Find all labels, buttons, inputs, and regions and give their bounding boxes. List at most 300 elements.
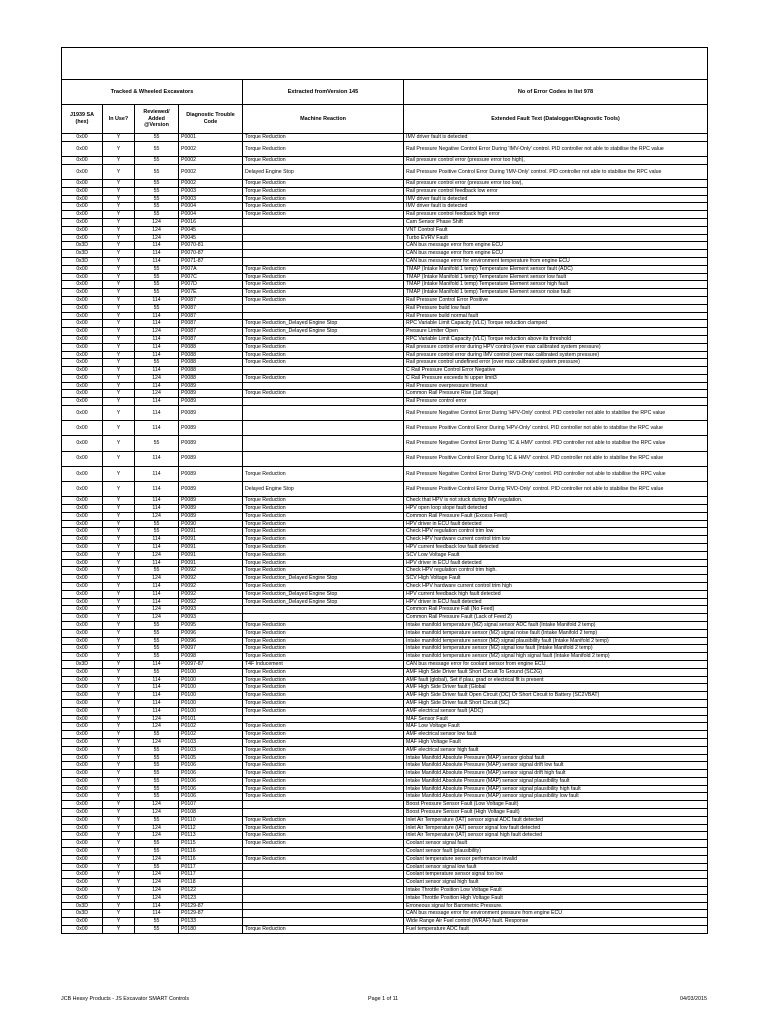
cell-in-use: Y (103, 762, 135, 770)
cell-in-use: Y (103, 390, 135, 398)
table-row (62, 684, 708, 692)
cell-machine-reaction: Torque Reduction (243, 855, 404, 863)
table-row (62, 731, 708, 739)
cell-machine-reaction (243, 918, 404, 926)
cell-dtc: P0045 (179, 226, 243, 234)
cell-version: 114 (135, 482, 179, 497)
cell-in-use: Y (103, 543, 135, 551)
cell-machine-reaction: Torque Reduction (243, 187, 404, 195)
cell-machine-reaction (243, 312, 404, 320)
cell-fault-text: Wide Range Air Fuel control (WRAF) fault. Response (404, 918, 708, 926)
table-row (62, 289, 708, 297)
cell-sa: 0x3D (62, 242, 103, 250)
table-row (62, 436, 708, 451)
cell-dtc: P0098 (179, 653, 243, 661)
table-row (62, 497, 708, 505)
cell-machine-reaction (243, 398, 404, 406)
cell-machine-reaction: Torque Reduction (243, 567, 404, 575)
cell-sa: 0x3D (62, 257, 103, 265)
cell-machine-reaction: Torque Reduction (243, 629, 404, 637)
cell-dtc: P0106 (179, 785, 243, 793)
cell-in-use: Y (103, 918, 135, 926)
cell-in-use: Y (103, 211, 135, 219)
cell-fault-text: Intake Manifold Absolute Pressure (MAP) sensor signal plausibility low fault (404, 793, 708, 801)
cell-machine-reaction: Torque Reduction (243, 296, 404, 304)
cell-fault-text: AMF electrical sensor fault (ADC) (404, 707, 708, 715)
table-row (62, 211, 708, 219)
cell-version: 55 (135, 304, 179, 312)
cell-machine-reaction: Torque Reduction (243, 926, 404, 934)
cell-sa: 0x00 (62, 754, 103, 762)
cell-machine-reaction: Torque Reduction (243, 203, 404, 211)
cell-in-use: Y (103, 863, 135, 871)
col-header-machine-reaction: Machine Reaction (243, 105, 404, 134)
cell-sa: 0x3D (62, 902, 103, 910)
cell-fault-text: Common Rail Pressure Fault (Excess Feed) (404, 512, 708, 520)
cell-dtc: P007A (179, 265, 243, 273)
cell-machine-reaction: Torque Reduction (243, 731, 404, 739)
cell-version: 114 (135, 684, 179, 692)
cell-machine-reaction: Torque Reduction_Delayed Engine Stop (243, 598, 404, 606)
cell-sa: 0x00 (62, 676, 103, 684)
cell-in-use: Y (103, 668, 135, 676)
cell-machine-reaction: Torque Reduction (243, 141, 404, 156)
cell-dtc: P0002 (179, 156, 243, 164)
cell-sa: 0x00 (62, 551, 103, 559)
cell-version: 124 (135, 887, 179, 895)
cell-fault-text: Rail pressure control error during HPV control (over max calibrated system pressure) (404, 343, 708, 351)
cell-in-use: Y (103, 497, 135, 505)
cell-machine-reaction: Torque Reduction (243, 645, 404, 653)
cell-machine-reaction: Torque Reduction (243, 466, 404, 481)
cell-version: 55 (135, 754, 179, 762)
cell-fault-text: HPV current feedback high fault detected (404, 590, 708, 598)
cell-sa: 0x00 (62, 855, 103, 863)
table-row (62, 482, 708, 497)
cell-fault-text: Intake Manifold Absolute Pressure (MAP) sensor signal plausibility fault (404, 777, 708, 785)
cell-fault-text: Rail Pressure build low fault (404, 304, 708, 312)
cell-fault-text: Coolant sensor signal fault (404, 840, 708, 848)
cell-fault-text: HPV current feedback low fault detected (404, 543, 708, 551)
table-row (62, 668, 708, 676)
table-row (62, 520, 708, 528)
table-row (62, 505, 708, 513)
cell-machine-reaction: Torque Reduction (243, 653, 404, 661)
cell-dtc: P0092 (179, 598, 243, 606)
cell-dtc: P0091 (179, 551, 243, 559)
cell-fault-text: IMV driver fault is detected (404, 203, 708, 211)
cell-fault-text: Check HPV regulation control trim high. (404, 567, 708, 575)
table-row (62, 343, 708, 351)
cell-fault-text: Intake manifold temperature sensor (M2) signal noise fault (Intake Manifold 2 temp) (404, 629, 708, 637)
cell-fault-text: CAN bus message error for environment pressure from engine ECU (404, 910, 708, 918)
cell-dtc: P0118 (179, 879, 243, 887)
cell-dtc: P0089 (179, 505, 243, 513)
cell-in-use: Y (103, 141, 135, 156)
cell-in-use: Y (103, 575, 135, 583)
cell-version: 55 (135, 273, 179, 281)
cell-machine-reaction: Torque Reduction (243, 211, 404, 219)
cell-dtc: P0002 (179, 164, 243, 179)
cell-fault-text: Intake Throttle Position High Voltage Fault (404, 894, 708, 902)
title-left: Tracked & Wheeled Excavators (62, 80, 243, 105)
cell-machine-reaction (243, 218, 404, 226)
footer-page-number: Page 1 of 11 (368, 996, 399, 1002)
cell-machine-reaction (243, 250, 404, 258)
cell-sa: 0x00 (62, 505, 103, 513)
cell-dtc: P0091 (179, 536, 243, 544)
cell-machine-reaction: Torque Reduction (243, 289, 404, 297)
cell-sa: 0x00 (62, 668, 103, 676)
cell-sa: 0x00 (62, 520, 103, 528)
cell-sa: 0x00 (62, 179, 103, 187)
cell-machine-reaction: Torque Reduction (243, 536, 404, 544)
cell-version: 124 (135, 809, 179, 817)
cell-machine-reaction: Torque Reduction (243, 621, 404, 629)
cell-machine-reaction: Torque Reduction (243, 520, 404, 528)
cell-sa: 0x00 (62, 637, 103, 645)
table-row (62, 606, 708, 614)
cell-version: 114 (135, 382, 179, 390)
cell-in-use: Y (103, 289, 135, 297)
cell-dtc: P0092 (179, 590, 243, 598)
cell-machine-reaction: Torque Reduction (243, 559, 404, 567)
cell-dtc: P0093 (179, 614, 243, 622)
cell-in-use: Y (103, 684, 135, 692)
cell-sa: 0x00 (62, 141, 103, 156)
cell-sa: 0x00 (62, 512, 103, 520)
col-header-in-use: In Use? (103, 105, 135, 134)
cell-machine-reaction: Torque Reduction (243, 551, 404, 559)
cell-sa: 0x00 (62, 785, 103, 793)
cell-version: 114 (135, 902, 179, 910)
cell-version: 114 (135, 676, 179, 684)
cell-machine-reaction: Torque Reduction (243, 505, 404, 513)
cell-machine-reaction: Torque Reduction (243, 374, 404, 382)
cell-fault-text: Erroneous signal for Barometric Pressure. (404, 902, 708, 910)
cell-sa: 0x00 (62, 203, 103, 211)
cell-version: 114 (135, 367, 179, 375)
cell-machine-reaction: Delayed Engine Stop (243, 164, 404, 179)
cell-in-use: Y (103, 257, 135, 265)
table-row (62, 226, 708, 234)
cell-machine-reaction: Torque Reduction (243, 543, 404, 551)
cell-sa: 0x00 (62, 567, 103, 575)
cell-fault-text: Check HPV regulation control trim low (404, 528, 708, 536)
table-row (62, 359, 708, 367)
cell-machine-reaction: Torque Reduction (243, 134, 404, 142)
cell-in-use: Y (103, 436, 135, 451)
cell-machine-reaction: Torque Reduction (243, 351, 404, 359)
cell-fault-text: HPV driver in ECU fault detected (404, 559, 708, 567)
cell-in-use: Y (103, 320, 135, 328)
cell-dtc: P0087 (179, 296, 243, 304)
cell-machine-reaction (243, 887, 404, 895)
cell-in-use: Y (103, 482, 135, 497)
cell-dtc: P0089 (179, 436, 243, 451)
table-row (62, 777, 708, 785)
col-header-fault-text: Extended Fault Text (Datalogger/Diagnostic Tools) (404, 105, 708, 134)
cell-in-use: Y (103, 676, 135, 684)
table-row (62, 754, 708, 762)
cell-sa: 0x00 (62, 738, 103, 746)
cell-in-use: Y (103, 692, 135, 700)
cell-sa: 0x00 (62, 382, 103, 390)
cell-fault-text: MAF Sensor Fault (404, 715, 708, 723)
cell-sa: 0x00 (62, 848, 103, 856)
cell-version: 114 (135, 296, 179, 304)
cell-in-use: Y (103, 551, 135, 559)
cell-version: 124 (135, 390, 179, 398)
table-row (62, 793, 708, 801)
cell-machine-reaction: Torque Reduction_Delayed Engine Stop (243, 575, 404, 583)
cell-dtc: P0133 (179, 918, 243, 926)
cell-in-use: Y (103, 887, 135, 895)
column-header-row (62, 105, 708, 134)
cell-fault-text: HPV open loop slope fault detected (404, 505, 708, 513)
cell-machine-reaction (243, 902, 404, 910)
title-mid: Extracted fromVersion 145 (243, 80, 404, 105)
cell-machine-reaction: Torque Reduction (243, 265, 404, 273)
cell-fault-text: TMAP (Intake Manifold 1 temp) Temperature Element sensor low fault (404, 273, 708, 281)
cell-fault-text: Intake Manifold Absolute Pressure (MAP) sensor signal plausibility high fault (404, 785, 708, 793)
cell-sa: 0x00 (62, 832, 103, 840)
cell-fault-text: SCV Low Voltage Fault (404, 551, 708, 559)
table-row (62, 234, 708, 242)
cell-in-use: Y (103, 801, 135, 809)
cell-sa: 0x00 (62, 421, 103, 436)
cell-version: 55 (135, 731, 179, 739)
cell-dtc: P0106 (179, 770, 243, 778)
table-row (62, 692, 708, 700)
cell-in-use: Y (103, 723, 135, 731)
cell-fault-text: Rail pressure control error (pressure error too high), (404, 156, 708, 164)
cell-dtc: P0089 (179, 398, 243, 406)
cell-version: 124 (135, 723, 179, 731)
cell-fault-text: CAN bus message error for environment temperature from engine ECU (404, 257, 708, 265)
table-row (62, 567, 708, 575)
cell-fault-text: Rail Pressure Negative Control Error During 'IC & HMV' control. PID controller not able to stabilise the RPC value (404, 436, 708, 451)
cell-in-use: Y (103, 590, 135, 598)
cell-in-use: Y (103, 328, 135, 336)
cell-in-use: Y (103, 637, 135, 645)
cell-dtc: P0180 (179, 926, 243, 934)
cell-in-use: Y (103, 406, 135, 421)
cell-fault-text: RPC Variable Limit Capacity (VLC) Torque reduction clamped (404, 320, 708, 328)
cell-sa: 0x00 (62, 621, 103, 629)
cell-fault-text: Rail Pressure Positive Control Error During 'HPV-Only' control. PID controller not able to stabilise the RPC value (404, 421, 708, 436)
cell-dtc: P0070-81 (179, 242, 243, 250)
cell-in-use: Y (103, 343, 135, 351)
cell-fault-text: Boost Pressure Sensor Fault (High Voltage Fault) (404, 809, 708, 817)
cell-machine-reaction: Torque Reduction_Delayed Engine Stop (243, 328, 404, 336)
cell-version: 124 (135, 832, 179, 840)
cell-machine-reaction (243, 809, 404, 817)
cell-sa: 0x00 (62, 777, 103, 785)
table-row (62, 660, 708, 668)
cell-sa: 0x00 (62, 614, 103, 622)
cell-dtc: P0100 (179, 676, 243, 684)
cell-in-use: Y (103, 902, 135, 910)
cell-in-use: Y (103, 296, 135, 304)
cell-fault-text: AMF High Side Driver fault Open Circuit (OC) Or Short Circuit to Battery (SC2VBAT) (404, 692, 708, 700)
cell-in-use: Y (103, 840, 135, 848)
cell-fault-text: Rail pressure control undefined error (over max calibrated system pressure) (404, 359, 708, 367)
cell-sa: 0x00 (62, 926, 103, 934)
table-row (62, 738, 708, 746)
cell-dtc: P0108 (179, 809, 243, 817)
cell-fault-text: Common Rail Pressure Fall (No Feed) (404, 606, 708, 614)
cell-sa: 0x00 (62, 863, 103, 871)
cell-machine-reaction (243, 910, 404, 918)
cell-fault-text: IMV driver fault is detected (404, 195, 708, 203)
cell-dtc: P0106 (179, 777, 243, 785)
table-row (62, 894, 708, 902)
cell-sa: 0x00 (62, 723, 103, 731)
cell-dtc: P0106 (179, 793, 243, 801)
cell-sa: 0x00 (62, 606, 103, 614)
cell-dtc: P0117 (179, 871, 243, 879)
cell-machine-reaction (243, 606, 404, 614)
cell-dtc: P0097-87 (179, 660, 243, 668)
cell-in-use: Y (103, 250, 135, 258)
cell-version: 124 (135, 606, 179, 614)
cell-machine-reaction: Torque Reduction (243, 359, 404, 367)
cell-dtc: P0087 (179, 304, 243, 312)
table-row (62, 187, 708, 195)
cell-in-use: Y (103, 707, 135, 715)
cell-fault-text: Intake manifold temperature sensor (M2) signal plausibility fault (Intake Manifold 2 temp) (404, 637, 708, 645)
cell-machine-reaction: Torque Reduction (243, 793, 404, 801)
cell-in-use: Y (103, 606, 135, 614)
cell-sa: 0x00 (62, 265, 103, 273)
cell-in-use: Y (103, 335, 135, 343)
cell-machine-reaction: Torque Reduction (243, 273, 404, 281)
cell-version: 114 (135, 451, 179, 466)
cell-sa: 0x3D (62, 660, 103, 668)
cell-machine-reaction (243, 879, 404, 887)
cell-machine-reaction: Torque Reduction (243, 528, 404, 536)
cell-dtc: P0096 (179, 637, 243, 645)
cell-dtc: P0106 (179, 762, 243, 770)
cell-machine-reaction (243, 367, 404, 375)
cell-version: 114 (135, 320, 179, 328)
table-row (62, 645, 708, 653)
cell-dtc: P0002 (179, 141, 243, 156)
table-row (62, 536, 708, 544)
cell-version: 114 (135, 497, 179, 505)
cell-version: 55 (135, 567, 179, 575)
cell-in-use: Y (103, 421, 135, 436)
cell-sa: 0x00 (62, 684, 103, 692)
table-row (62, 203, 708, 211)
cell-dtc: P0089 (179, 512, 243, 520)
blank-header-row (62, 48, 708, 80)
cell-version: 124 (135, 374, 179, 382)
cell-version: 114 (135, 536, 179, 544)
cell-dtc: P0091 (179, 528, 243, 536)
table-row (62, 809, 708, 817)
table-row (62, 746, 708, 754)
cell-sa: 0x00 (62, 328, 103, 336)
cell-version: 114 (135, 692, 179, 700)
cell-version: 114 (135, 250, 179, 258)
cell-dtc: P0003 (179, 187, 243, 195)
table-row (62, 466, 708, 481)
cell-version: 55 (135, 195, 179, 203)
cell-version: 114 (135, 466, 179, 481)
cell-machine-reaction (243, 863, 404, 871)
cell-in-use: Y (103, 816, 135, 824)
cell-in-use: Y (103, 265, 135, 273)
cell-version: 55 (135, 528, 179, 536)
footer-date: 04/03/2015 (680, 996, 707, 1002)
cell-dtc: P0045 (179, 234, 243, 242)
cell-sa: 0x00 (62, 164, 103, 179)
cell-sa: 0x00 (62, 559, 103, 567)
cell-in-use: Y (103, 312, 135, 320)
cell-in-use: Y (103, 512, 135, 520)
table-row (62, 273, 708, 281)
cell-version: 55 (135, 816, 179, 824)
cell-dtc: P0071-87 (179, 257, 243, 265)
cell-sa: 0x00 (62, 320, 103, 328)
cell-in-use: Y (103, 582, 135, 590)
table-row (62, 179, 708, 187)
cell-dtc: P0090 (179, 520, 243, 528)
page-footer (61, 996, 707, 1006)
cell-version: 55 (135, 187, 179, 195)
cell-sa: 0x00 (62, 296, 103, 304)
cell-fault-text: CAN bus message error from engine ECU (404, 250, 708, 258)
cell-dtc: P0103 (179, 746, 243, 754)
cell-in-use: Y (103, 629, 135, 637)
table-row (62, 723, 708, 731)
cell-sa: 0x00 (62, 451, 103, 466)
cell-sa: 0x00 (62, 894, 103, 902)
cell-dtc: P0087 (179, 312, 243, 320)
cell-version: 114 (135, 312, 179, 320)
table-row (62, 559, 708, 567)
cell-version: 55 (135, 520, 179, 528)
cell-machine-reaction (243, 234, 404, 242)
cell-version: 55 (135, 164, 179, 179)
cell-dtc: P0100 (179, 707, 243, 715)
cell-fault-text: Rail Pressure Negative Control Error During 'RVD-Only' control. PID controller not able to stabilise the RPC value (404, 466, 708, 481)
cell-in-use: Y (103, 226, 135, 234)
cell-fault-text: HPV driver in ECU fault detected (404, 520, 708, 528)
table-row (62, 699, 708, 707)
cell-fault-text: VNT Control Fault (404, 226, 708, 234)
table-row (62, 637, 708, 645)
cell-machine-reaction (243, 848, 404, 856)
cell-version: 114 (135, 590, 179, 598)
cell-fault-text: C Rail Pressure Control Error Negative (404, 367, 708, 375)
cell-in-use: Y (103, 466, 135, 481)
cell-version: 55 (135, 621, 179, 629)
cell-in-use: Y (103, 520, 135, 528)
cell-dtc: P0089 (179, 406, 243, 421)
cell-in-use: Y (103, 871, 135, 879)
cell-dtc: P0092 (179, 582, 243, 590)
cell-sa: 0x00 (62, 312, 103, 320)
cell-fault-text: Pressure Limiter Open (404, 328, 708, 336)
cell-fault-text: Check HPV hardware current control trim high (404, 582, 708, 590)
cell-in-use: Y (103, 187, 135, 195)
cell-fault-text: AMF High Side Driver fault Short Circuit (SC) (404, 699, 708, 707)
table-row (62, 406, 708, 421)
cell-machine-reaction: Torque Reduction (243, 390, 404, 398)
